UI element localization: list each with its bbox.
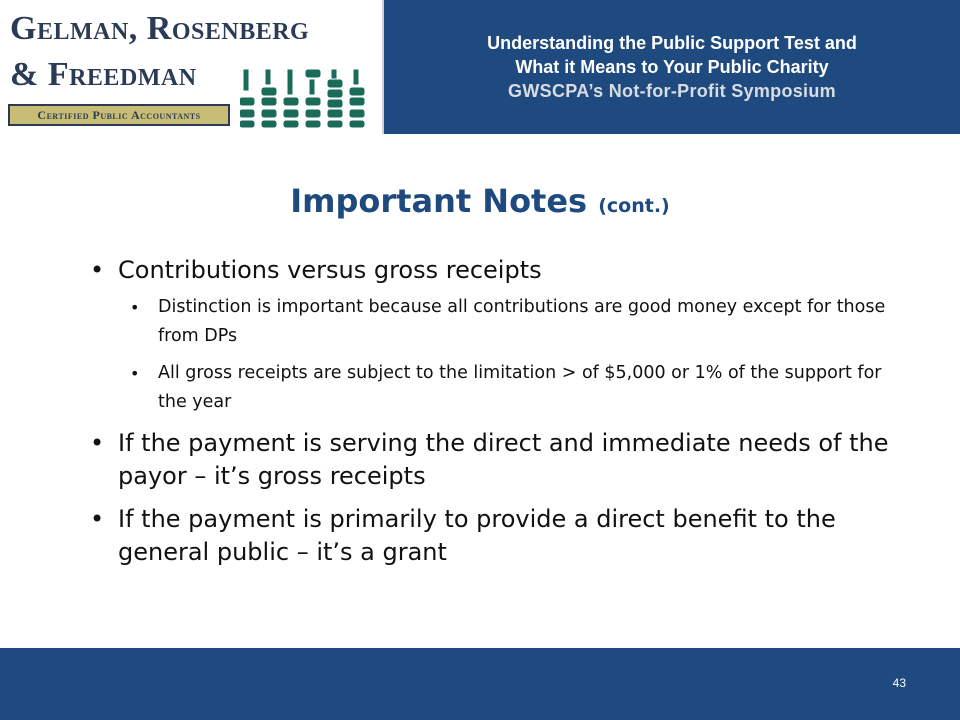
logo-name-line2: & Freedman	[10, 56, 197, 93]
slide-title-suffix: (cont.)	[598, 195, 670, 217]
logo-name-line1: Gelman, Rosenberg	[10, 10, 310, 47]
footer-bar	[0, 648, 960, 720]
sub-bullet-item: • All gross receipts are subject to the limitation > of $5,000 or 1% of the support for the year	[130, 359, 890, 417]
slide-title-text: Important Notes	[290, 182, 588, 220]
slide-number: 43	[892, 676, 906, 690]
header-title-line2: What it Means to Your Public Charity	[515, 57, 829, 77]
presentation-header	[384, 0, 960, 134]
header-bar	[0, 0, 960, 134]
bullet-item: • Contributions versus gross receipts	[90, 254, 890, 287]
header-title-line1: Understanding the Public Support Test and	[487, 33, 857, 53]
logo-tagline: Certified Public Accountants	[8, 104, 230, 126]
bullet-item: • If the payment is primarily to provide a direct benefit to the general public – it’s a grant	[90, 503, 890, 569]
sub-bullet-item: • Distinction is important because all contributions are good money except for those from DPs	[130, 293, 890, 351]
header-event-name: GWSCPA’s Not-for-Profit Symposium	[508, 81, 836, 101]
bullet-item: • If the payment is serving the direct and immediate needs of the payor – it’s gross receipts	[90, 427, 890, 493]
company-logo	[0, 0, 384, 134]
slide-body	[90, 254, 890, 575]
slide-title	[0, 182, 960, 220]
abacus-icon	[240, 66, 374, 128]
